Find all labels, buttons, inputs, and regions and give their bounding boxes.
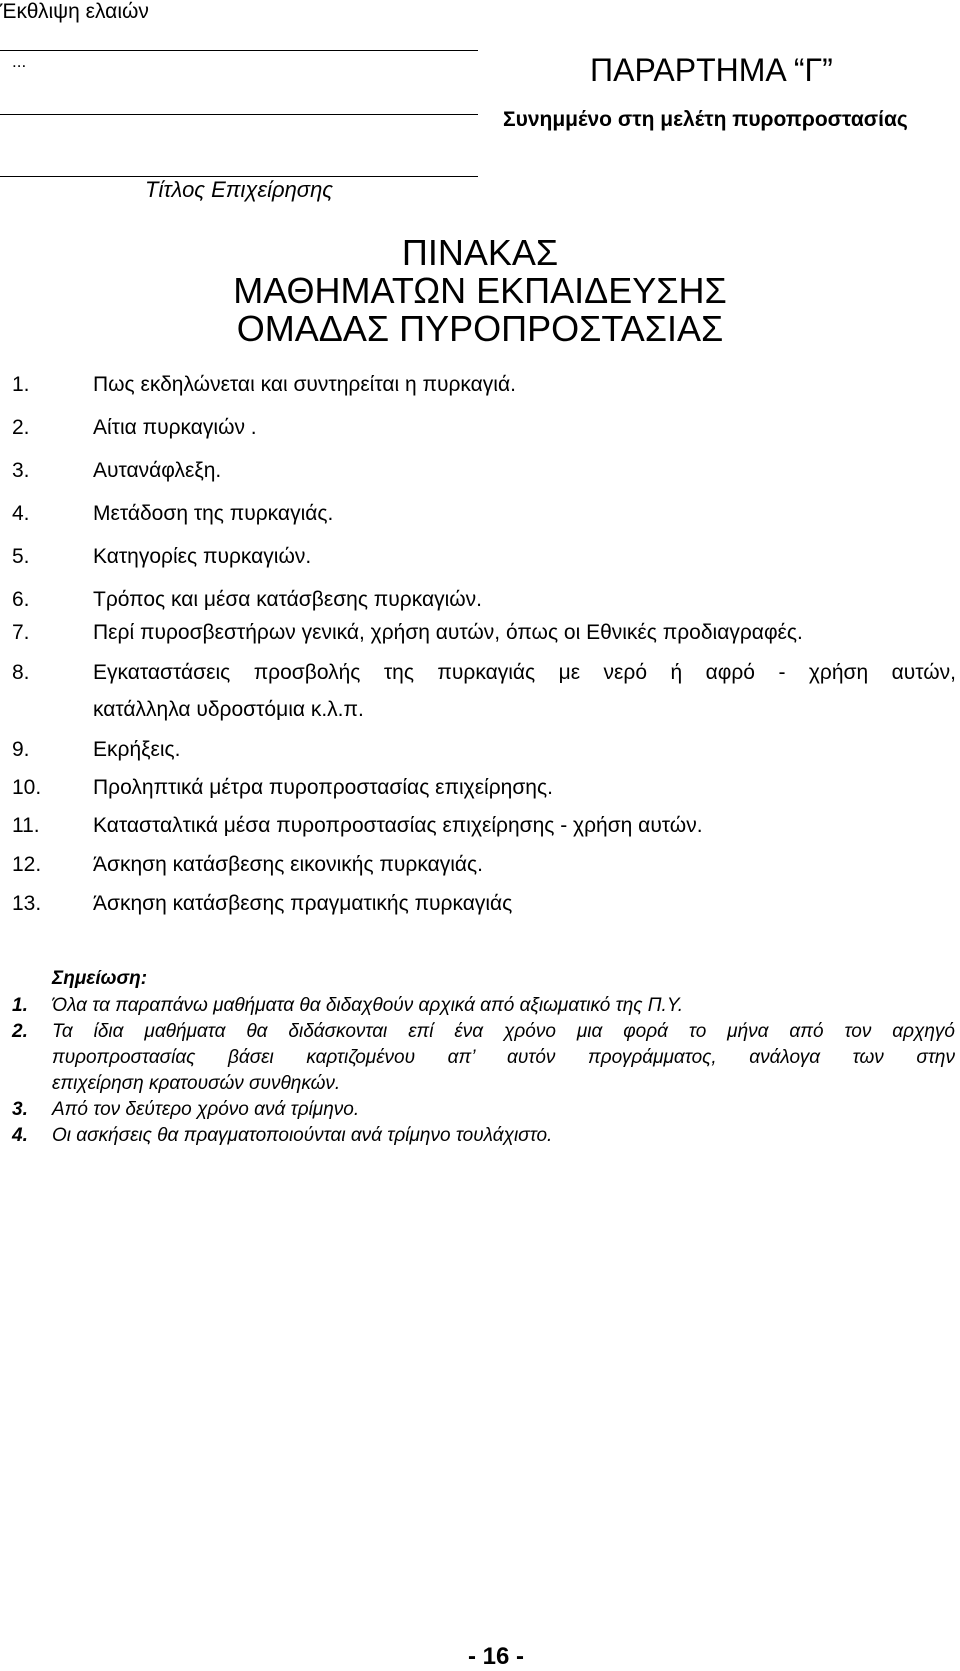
ellipsis-text: ...	[12, 52, 27, 71]
notes-heading: Σημείωση:	[52, 968, 148, 989]
topic-number: 2.	[12, 416, 30, 439]
topic-number: 7.	[12, 621, 30, 644]
topic-number: 12.	[12, 853, 42, 876]
topic-text: Εγκαταστάσεις προσβολής της πυρκαγιάς με νερό ή αφρό - χρήση αυτών,	[93, 661, 956, 684]
note-text: επιχείρηση κρατουσών συνθηκών.	[52, 1073, 341, 1094]
appendix-title: ΠΑΡΑΡΤΗΜΑ “Γ”	[590, 52, 833, 88]
topic-text: Κατηγορίες πυρκαγιών.	[93, 545, 312, 568]
company-title-label: Τίτλος Επιχείρησης	[145, 177, 333, 202]
note-text: Οι ασκήσεις θα πραγματοποιούνται ανά τρίμηνο τουλάχιστο.	[52, 1125, 553, 1146]
appendix-subtitle: Συνημμένο στη μελέτη πυροπροστασίας	[503, 108, 908, 131]
note-text: Τα ίδια μαθήματα θα διδάσκονται επί ένα χρόνο μια φορά το μήνα από τον αρχηγό	[52, 1021, 955, 1042]
page-number: - 16 -	[468, 1643, 525, 1670]
topic-text: Μετάδοση της πυρκαγιάς.	[93, 502, 334, 525]
topic-number: 13.	[12, 892, 42, 915]
note-text: πυροπροστασίας βάσει καρτιζομένου απ’ αυτόν προγράμματος, ανάλογα των στην	[52, 1047, 955, 1068]
topic-number: 4.	[12, 502, 30, 525]
main-title-line-3: ΟΜΑΔΑΣ ΠΥΡΟΠΡΟΣΤΑΣΙΑΣ	[236, 308, 724, 349]
topic-text: Άσκηση κατάσβεσης εικονικής πυρκαγιάς.	[93, 853, 483, 876]
topic-text: Τρόπος και μέσα κατάσβεσης πυρκαγιών.	[93, 588, 482, 611]
document-header-title: Έκθλιψη ελαιών	[0, 0, 149, 23]
topic-text: Εκρήξεις.	[93, 738, 181, 761]
note-number: 4.	[12, 1125, 28, 1146]
topic-text: Αυτανάφλεξη.	[93, 459, 222, 482]
topic-number: 9.	[12, 738, 30, 761]
topic-number: 10.	[12, 776, 42, 799]
note-number: 1.	[12, 995, 28, 1016]
main-title-line-1: ΠΙΝΑΚΑΣ	[401, 232, 559, 273]
topic-text: Άσκηση κατάσβεσης πραγματικής πυρκαγιάς	[93, 892, 513, 915]
topic-text: Κατασταλτικά μέσα πυροπροστασίας επιχείρησης - χρήση αυτών.	[93, 814, 703, 837]
header-rule	[0, 114, 478, 115]
topic-text: Περί πυροσβεστήρων γενικά, χρήση αυτών, όπως οι Εθνικές προδιαγραφές.	[93, 621, 803, 644]
note-number: 3.	[12, 1099, 28, 1120]
note-text: Όλα τα παραπάνω μαθήματα θα διδαχθούν αρχικά από αξιωματικό της Π.Υ.	[52, 995, 684, 1016]
topic-number: 6.	[12, 588, 30, 611]
topic-number: 8.	[12, 661, 30, 684]
topic-number: 1.	[12, 373, 30, 396]
note-text: Από τον δεύτερο χρόνο ανά τρίμηνο.	[52, 1099, 360, 1120]
header-rule	[0, 50, 478, 51]
note-number: 2.	[12, 1021, 28, 1042]
topic-number: 5.	[12, 545, 30, 568]
main-title-line-2: ΜΑΘΗΜΑΤΩΝ ΕΚΠΑΙΔΕΥΣΗΣ	[233, 270, 727, 311]
topic-number: 3.	[12, 459, 30, 482]
topic-number: 11.	[12, 814, 40, 837]
topic-text: Προληπτικά μέτρα πυροπροστασίας επιχείρησης.	[93, 776, 553, 799]
topic-text: Πως εκδηλώνεται και συντηρείται η πυρκαγιά.	[93, 373, 516, 396]
topic-text-continuation: κατάλληλα υδροστόμια κ.λ.π.	[93, 698, 364, 721]
topic-text: Αίτια πυρκαγιών .	[93, 416, 257, 439]
